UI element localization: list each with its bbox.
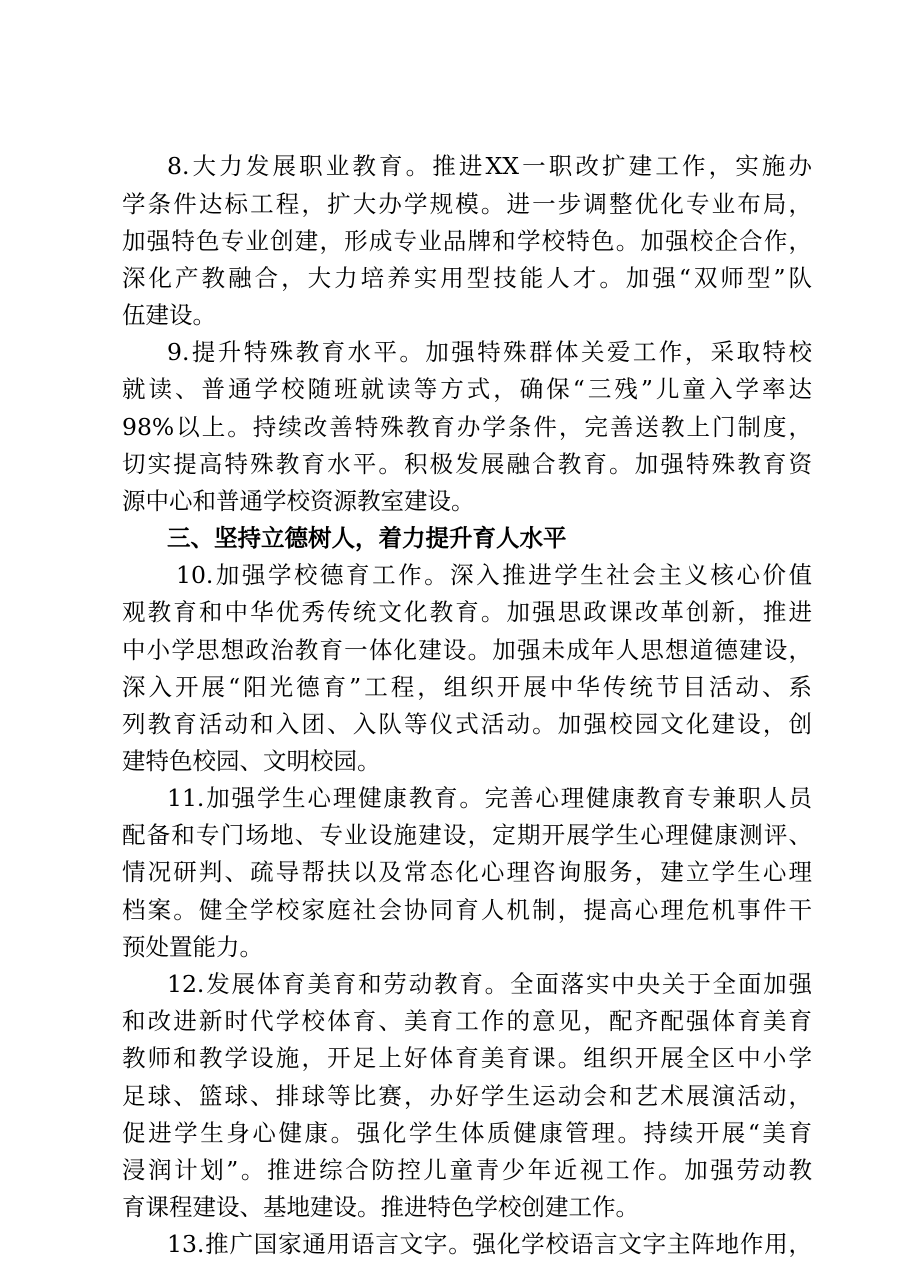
paragraph-8-line-2: 学条件达标工程，扩大办学规模。进一步调整优化专业布局， (122, 190, 812, 218)
paragraph-8-line-3: 加强特色专业创建，形成专业品牌和学校特色。加强校企合作， (122, 227, 812, 255)
paragraph-12-line-1: 12.发展体育美育和劳动教育。全面落实中央关于全面加强 (167, 970, 812, 998)
paragraph-12-line-7: 育课程建设、基地建设。推进特色学校创建工作。 (122, 1193, 639, 1221)
paragraph-10-line-2: 观教育和中华优秀传统文化教育。加强思政课改革创新，推进 (122, 598, 812, 626)
paragraph-10-line-5: 列教育活动和入团、入队等仪式活动。加强校园文化建设，创 (122, 710, 812, 738)
paragraph-9-line-2: 就读、普通学校随班就读等方式，确保“三残”儿童入学率达 (122, 375, 812, 403)
paragraph-10-line-1: 10.加强学校德育工作。深入推进学生社会主义核心价值 (176, 561, 812, 589)
paragraph-11-line-2: 配备和专门场地、专业设施建设，定期开展学生心理健康测评、 (122, 821, 812, 849)
paragraph-12-line-4: 足球、篮球、排球等比赛，办好学生运动会和艺术展演活动， (122, 1082, 812, 1110)
section-heading: 三、坚持立德树人，着力提升育人水平 (167, 524, 567, 552)
paragraph-8-line-4: 深化产教融合，大力培养实用型技能人才。加强“双师型”队 (122, 264, 812, 292)
paragraph-12-line-6: 浸润计划”。推进综合防控儿童青少年近视工作。加强劳动教 (122, 1156, 812, 1184)
paragraph-10-line-6: 建特色校园、文明校园。 (122, 747, 381, 775)
paragraph-11-line-4: 档案。健全学校家庭社会协同育人机制，提高心理危机事件干 (122, 896, 812, 924)
paragraph-13-line-1: 13.推广国家通用语言文字。强化学校语言文字主阵地作用， (167, 1230, 812, 1258)
paragraph-12-line-2: 和改进新时代学校体育、美育工作的意见，配齐配强体育美育 (122, 1007, 812, 1035)
paragraph-11-line-5: 预处置能力。 (122, 933, 263, 961)
paragraph-10-line-3: 中小学思想政治教育一体化建设。加强未成年人思想道德建设， (122, 636, 812, 664)
paragraph-12-line-3: 教师和教学设施，开足上好体育美育课。组织开展全区中小学 (122, 1044, 812, 1072)
paragraph-11-line-1: 11.加强学生心理健康教育。完善心理健康教育专兼职人员 (167, 784, 812, 812)
paragraph-8-line-1: 8.大力发展职业教育。推进XX一职改扩建工作，实施办 (167, 152, 812, 180)
paragraph-12-line-5: 促进学生身心健康。强化学生体质健康管理。持续开展“美育 (122, 1119, 812, 1147)
paragraph-11-line-3: 情况研判、疏导帮扶以及常态化心理咨询服务，建立学生心理 (122, 858, 812, 886)
paragraph-9-line-3: 98%以上。持续改善特殊教育办学条件，完善送教上门制度， (122, 413, 812, 441)
paragraph-9-line-4: 切实提高特殊教育水平。积极发展融合教育。加强特殊教育资 (122, 450, 812, 478)
paragraph-9-line-1: 9.提升特殊教育水平。加强特殊群体关爱工作，采取特校 (167, 338, 812, 366)
paragraph-8-line-5: 伍建设。 (122, 301, 216, 329)
paragraph-9-line-5: 源中心和普通学校资源教室建设。 (122, 487, 475, 515)
paragraph-10-line-4: 深入开展“阳光德育”工程，组织开展中华传统节目活动、系 (122, 673, 812, 701)
